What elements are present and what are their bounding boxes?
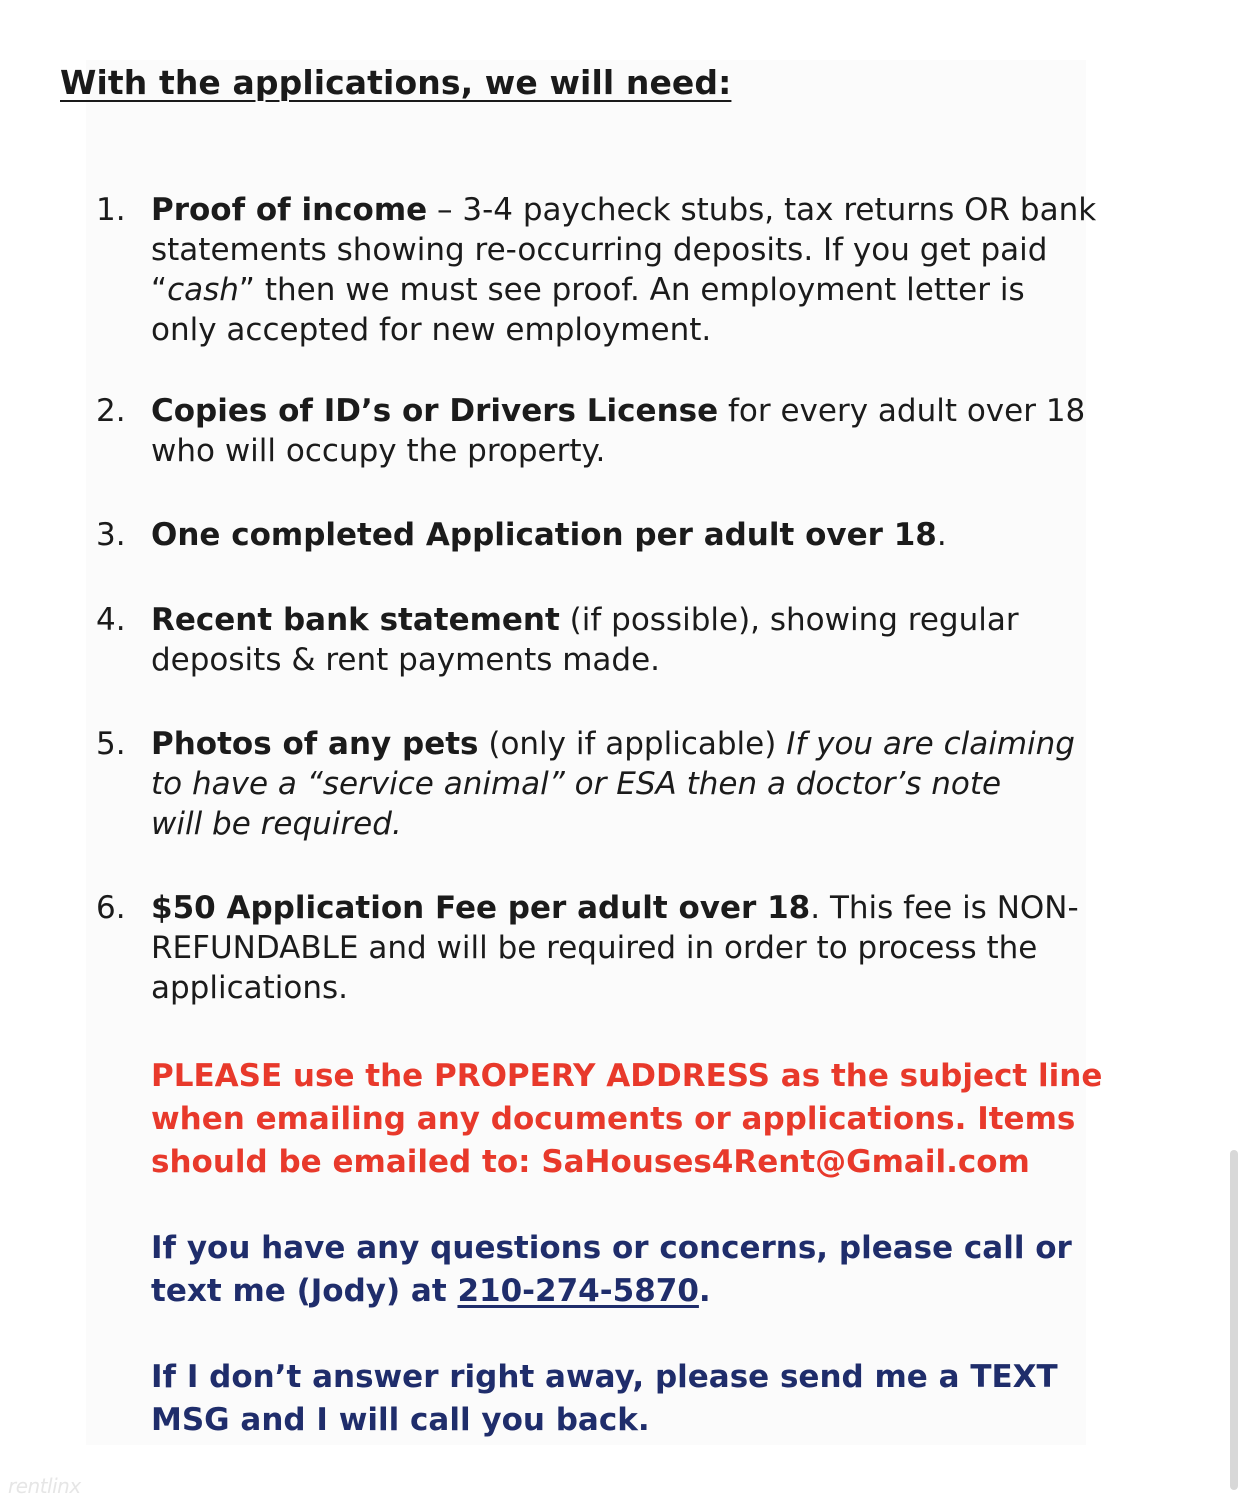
item-bold-label: Proof of income: [151, 192, 428, 228]
contact-text: text me (Jody) at: [151, 1273, 458, 1309]
page-heading: With the applications, we will need:: [60, 63, 732, 102]
email-notice-line: should be emailed to: SaHouses4Rent@Gmail.com: [151, 1144, 1030, 1180]
item-bold-label: One completed Application per adult over 18: [151, 517, 937, 553]
list-item: [96, 391, 1086, 471]
watermark-logo: rentlinx: [8, 1474, 81, 1498]
item-italic-text: to have a “service animal” or ESA then a doctor’s note: [151, 766, 1002, 802]
item-text: . This fee is NON-: [810, 890, 1079, 926]
list-number: 6.: [96, 890, 126, 926]
item-text: .: [936, 517, 947, 553]
item-line: [151, 804, 1086, 844]
item-text: “: [151, 272, 168, 308]
email-notice-line: when emailing any documents or applications. Items: [151, 1101, 1076, 1137]
item-text: (if possible), showing regular: [559, 602, 1019, 638]
list-number: 4.: [96, 602, 126, 638]
item-text: for every adult over 18: [718, 393, 1086, 429]
item-text: – 3-4 paycheck stubs, tax returns OR bank: [427, 192, 1097, 228]
item-line: [151, 764, 1086, 804]
text-notice: [151, 1356, 1058, 1442]
vertical-scrollbar[interactable]: [1230, 1150, 1238, 1490]
list-item: [96, 888, 1086, 1008]
email-notice: [151, 1055, 1102, 1184]
email-notice-line: PLEASE use the PROPERY ADDRESS as the subject line: [151, 1058, 1103, 1094]
list-item: [96, 600, 1086, 680]
phone-link[interactable]: 210-274-5870: [457, 1273, 699, 1309]
item-bold-label: Copies of ID’s or Drivers License: [151, 393, 719, 429]
item-bold-label: $50 Application Fee per adult over 18: [151, 890, 811, 926]
item-line: REFUNDABLE and will be required in order to process the: [151, 930, 1038, 966]
item-line: [151, 190, 1097, 230]
item-line: [151, 270, 1086, 310]
text-notice-line: If I don’t answer right away, please send me a TEXT: [151, 1359, 1058, 1395]
list-number: 3.: [96, 517, 126, 553]
item-line: only accepted for new employment.: [151, 312, 712, 348]
list-number: 2.: [96, 393, 126, 429]
item-line: who will occupy the property.: [151, 433, 606, 469]
item-line: applications.: [151, 970, 349, 1006]
item-line: [151, 724, 1086, 764]
item-line: [151, 888, 1086, 928]
item-line: [151, 391, 1086, 431]
item-line: [151, 515, 1086, 555]
contact-text: .: [698, 1273, 711, 1309]
list-item: [96, 724, 1086, 844]
item-line: statements showing re-occurring deposits. If you get paid: [151, 232, 1048, 268]
item-italic-text: cash: [167, 272, 239, 308]
item-italic-text: will be required.: [151, 806, 402, 842]
item-line: [151, 600, 1086, 640]
contact-line: If you have any questions or concerns, please call or: [151, 1230, 1072, 1266]
list-item: [96, 190, 1097, 350]
contact-line: [151, 1270, 1072, 1313]
item-line: deposits & rent payments made.: [151, 642, 661, 678]
item-bold-label: Recent bank statement: [151, 602, 560, 638]
item-text: ” then we must see proof. An employment letter is: [238, 272, 1025, 308]
item-text: (only if applicable): [478, 726, 787, 762]
text-notice-line: MSG and I will call you back.: [151, 1402, 650, 1438]
list-number: 1.: [96, 192, 126, 228]
list-number: 5.: [96, 726, 126, 762]
item-italic-text: If you are claiming: [786, 726, 1075, 762]
list-item: [96, 515, 1086, 555]
contact-notice: [151, 1227, 1072, 1313]
item-bold-label: Photos of any pets: [151, 726, 479, 762]
